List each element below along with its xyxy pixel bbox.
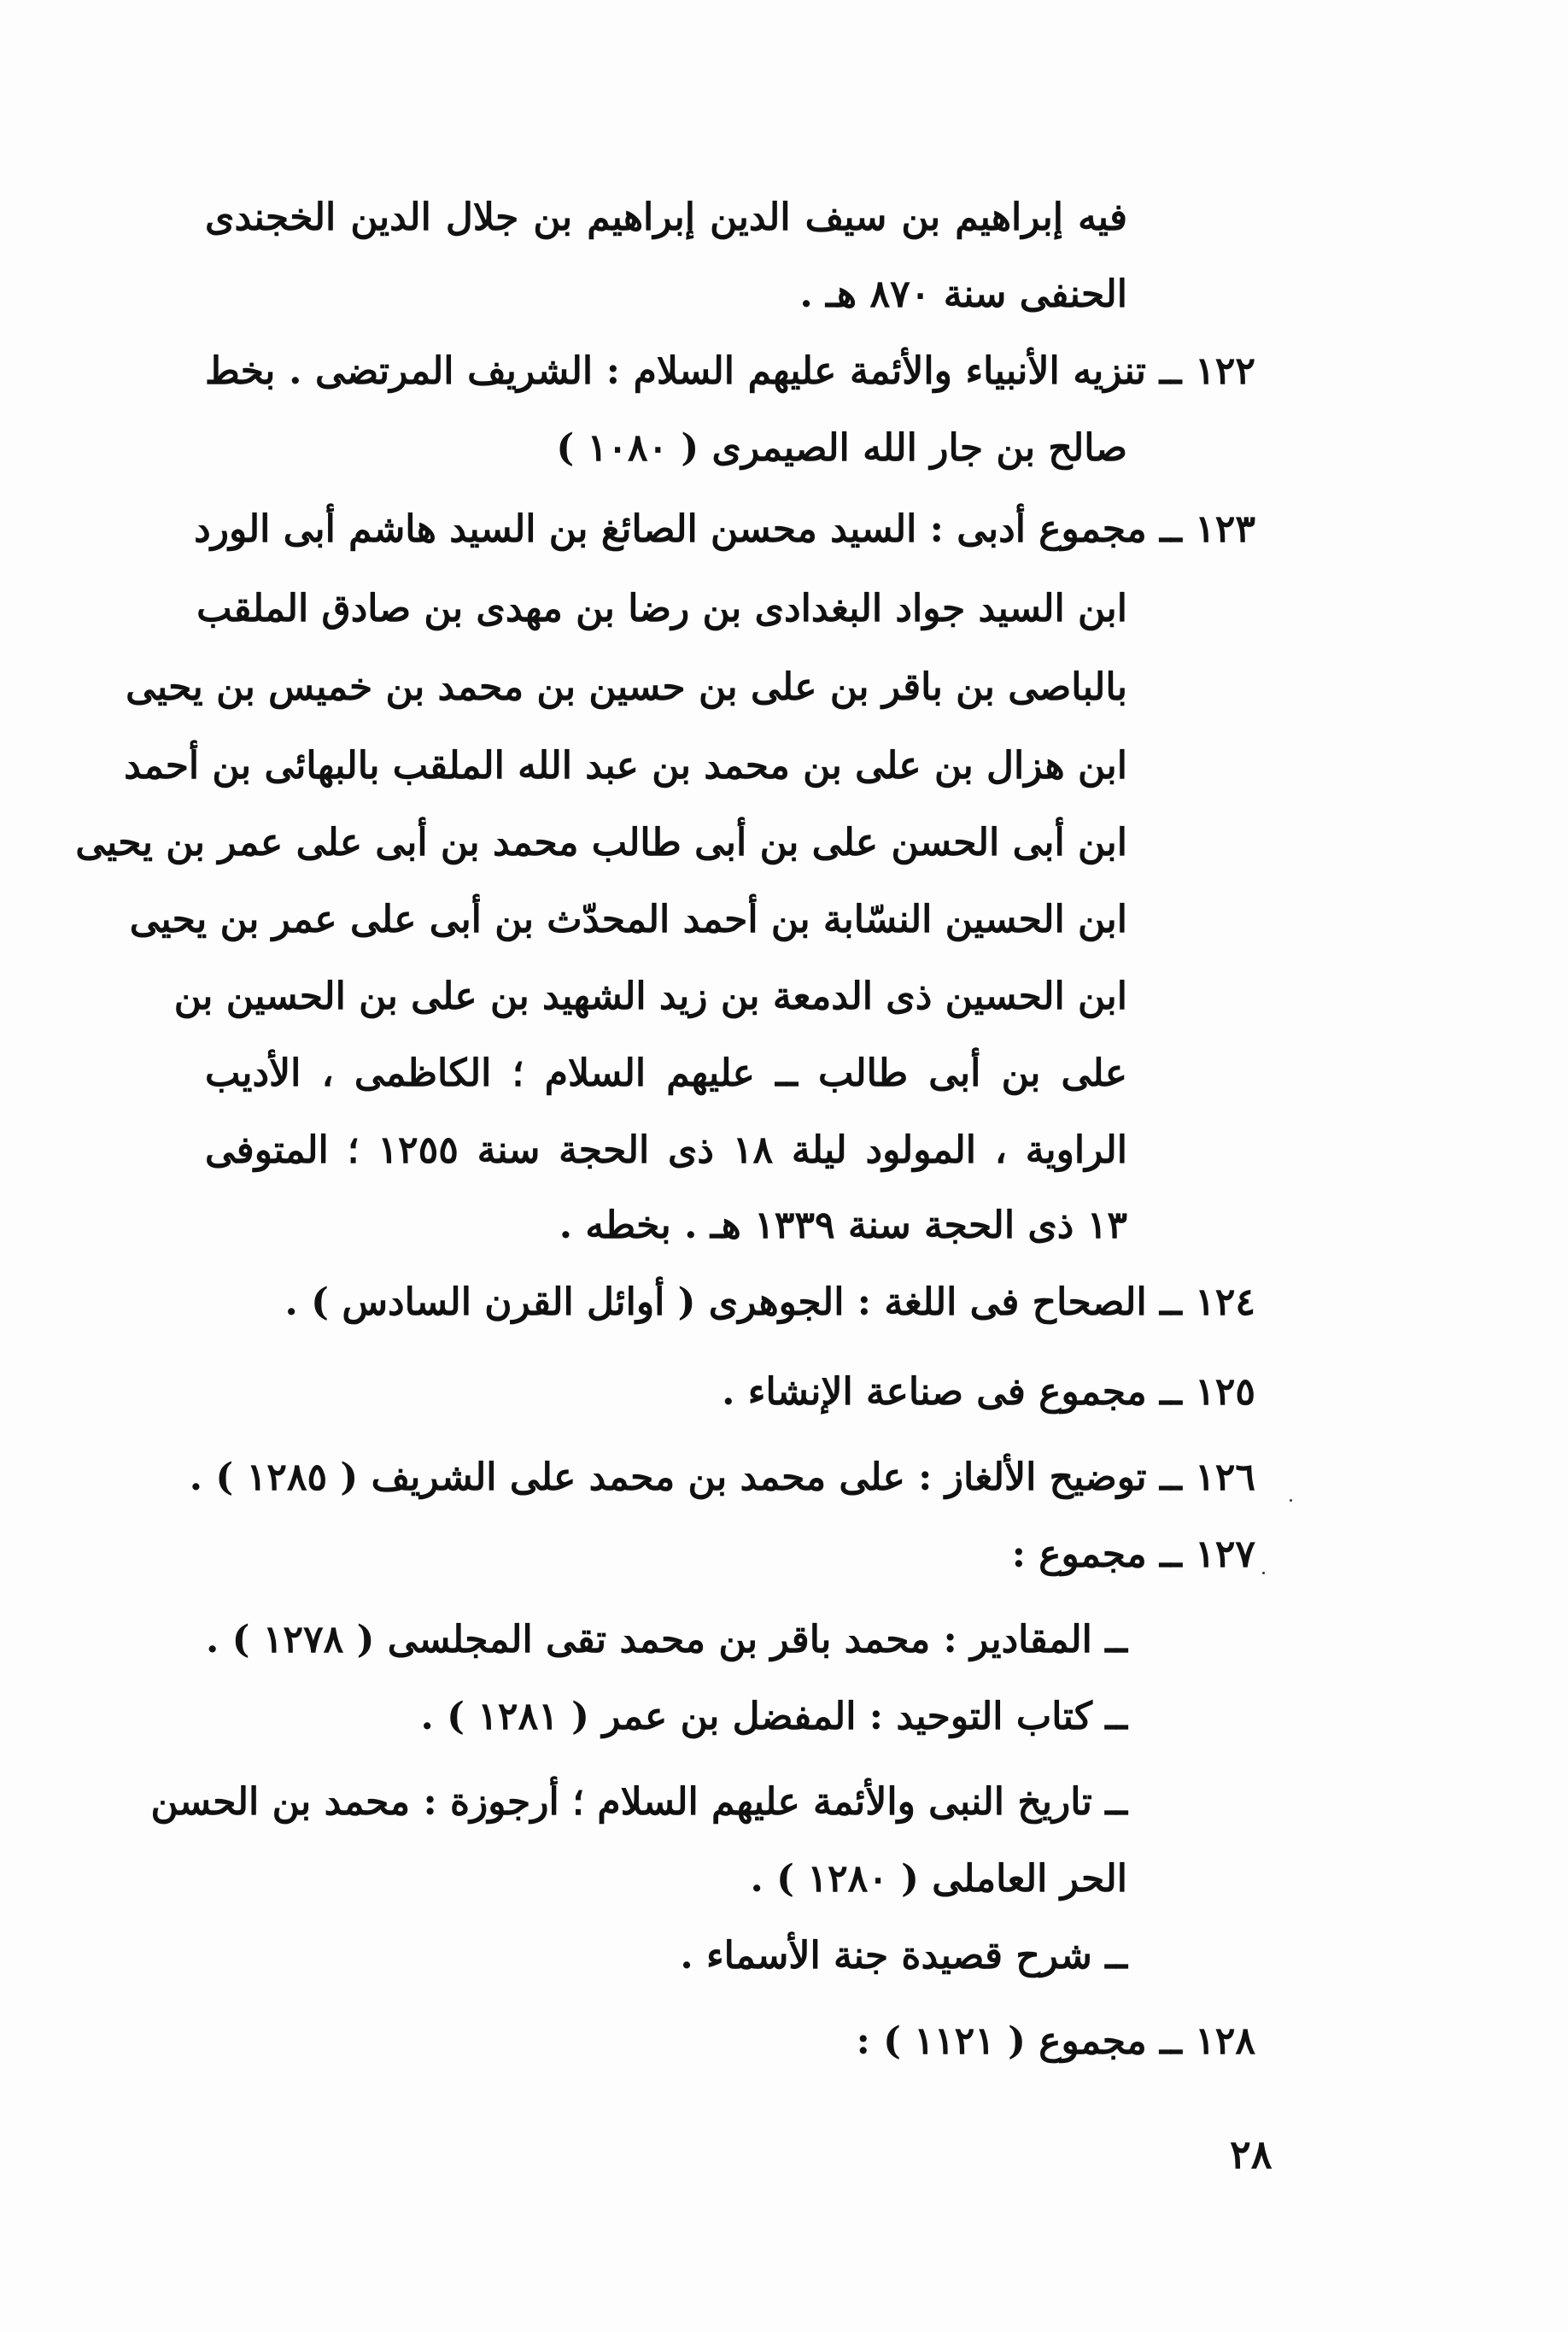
text-line: على بن أبى طالب ــ عليهم السلام ؛ الكاظمى ، الأديب xyxy=(205,1052,1127,1095)
catalog-entry-124: ١٢٤ ــ الصحاح فى اللغة : الجوهرى ( أوائل القرن السادس ) . xyxy=(284,1280,1255,1324)
text-line: ١٣ ذى الحجة سنة ١٣٣٩ هـ . بخطه . xyxy=(559,1204,1127,1247)
scan-speck xyxy=(1262,1572,1265,1574)
text-line: صالح بن جار الله الصيمرى ( ١٠٨٠ ) xyxy=(556,426,1127,470)
catalog-entry-123: ١٢٣ ــ مجموع أدبى : السيد محسن الصائغ بن السيد هاشم أبى الورد xyxy=(194,507,1255,551)
sub-item: ــ كتاب التوحيد : المفضل بن عمر ( ١٢٨١ ) . xyxy=(420,1695,1127,1738)
page-number: ٢٨ xyxy=(1230,2131,1273,2177)
text-line: ابن هزال بن على بن محمد بن عبد الله الملقب بالبهائى بن أحمد xyxy=(124,744,1127,788)
text-line: ابن السيد جواد البغدادى بن رضا بن مهدى بن صادق الملقب xyxy=(196,587,1127,630)
text-line: فيه إبراهيم بن سيف الدين إبراهيم بن جلال الدين الخجندى xyxy=(205,196,1127,239)
text-line: الحنفى سنة ٨٧٠ هـ . xyxy=(799,272,1127,316)
scan-speck xyxy=(1290,1499,1292,1502)
sub-item: ــ تاريخ النبى والأئمة عليهم السلام ؛ أرجوزة : محمد بن الحسن xyxy=(150,1780,1127,1824)
catalog-entry-127: ١٢٧ ــ مجموع : xyxy=(1011,1532,1255,1576)
catalog-entry-125: ١٢٥ ــ مجموع فى صناعة الإنشاء . xyxy=(722,1370,1255,1414)
sub-item: ــ المقادير : محمد باقر بن محمد تقى المجلسى ( ١٢٧٨ ) . xyxy=(205,1618,1127,1661)
sub-item: ــ شرح قصيدة جنة الأسماء . xyxy=(680,1934,1127,1978)
text-line: الحر العاملى ( ١٢٨٠ ) . xyxy=(750,1857,1127,1901)
text-line: بالباصى بن باقر بن على بن حسين بن محمد بن خميس بن يحيى xyxy=(126,665,1127,709)
text-line: ابن الحسين النسّابة بن أحمد المحدّث بن أبى على عمر بن يحيى xyxy=(129,898,1127,941)
catalog-entry-128: ١٢٨ ــ مجموع ( ١١٢١ ) : xyxy=(856,2019,1255,2063)
text-line: الراوية ، المولود ليلة ١٨ ذى الحجة سنة ١٢٥٥ ؛ المتوفى xyxy=(205,1128,1128,1172)
catalog-entry-126: ١٢٦ ــ توضيح الألغاز : على محمد بن محمد على الشريف ( ١٢٨٥ ) . xyxy=(189,1456,1255,1499)
catalog-entry-122: ١٢٢ ــ تنزيه الأنبياء والأئمة عليهم السلام : الشريف المرتضى . بخط xyxy=(205,349,1255,393)
text-line: ابن الحسين ذى الدمعة بن زيد الشهيد بن على بن الحسين بن xyxy=(173,975,1127,1018)
text-line: ابن أبى الحسن على بن أبى طالب محمد بن أبى على عمر بن يحيى xyxy=(75,821,1127,864)
